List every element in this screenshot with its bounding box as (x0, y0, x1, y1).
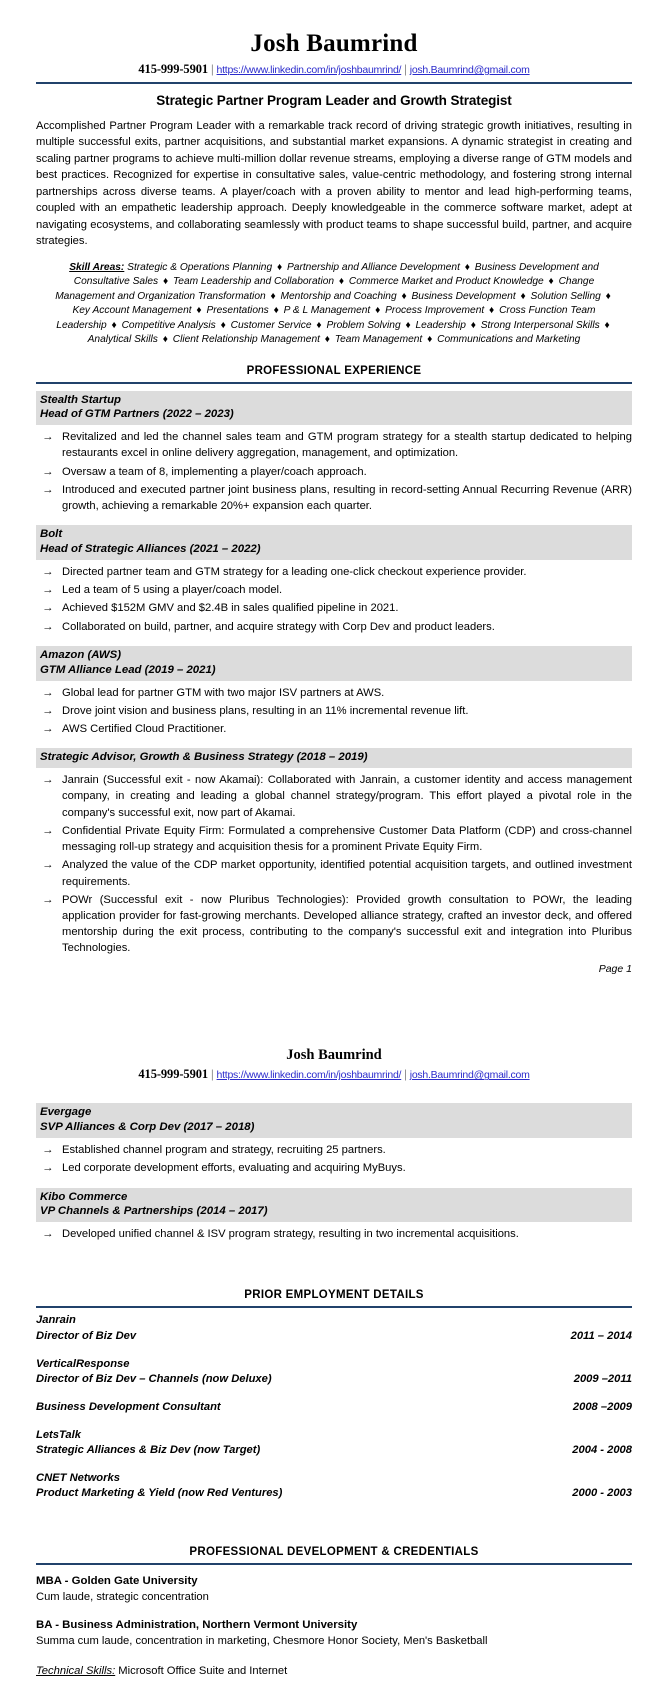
achievement-text: Revitalized and led the channel sales team and GTM program strategy for a stealth startup dedicated to helping restaurants excel in online delivery aggregation, management, and optimization. (62, 431, 632, 460)
company-name: Amazon (AWS) (40, 648, 121, 661)
prior-dates: 2009 –2011 (573, 1372, 632, 1385)
achievement-text: Global lead for partner GTM with two major ISV partners at AWS. (62, 686, 385, 699)
skill-item: Analytical Skills (87, 334, 158, 346)
contact-separator-1: | (211, 62, 214, 76)
skill-item: Problem Solving (326, 319, 401, 331)
achievement-list (36, 429, 632, 514)
company-name: Evergage (40, 1106, 92, 1119)
credential-entry (36, 1574, 632, 1606)
linkedin-link[interactable]: https://www.linkedin.com/in/joshbaumrind/ (216, 64, 402, 76)
credential-detail: Cum laude, strategic concentration (36, 1591, 209, 1604)
achievement-item (36, 823, 632, 855)
skill-separator: ♦ (217, 319, 229, 331)
achievement-item (36, 482, 632, 514)
arrow-bullet-icon: → (42, 893, 54, 906)
section-divider-experience (36, 382, 632, 384)
skill-separator: ♦ (545, 276, 557, 288)
achievement-list (36, 564, 632, 635)
prior-dates: 2011 – 2014 (570, 1329, 632, 1342)
prior-job-title: Strategic Alliances & Biz Dev (now Target) (36, 1444, 261, 1457)
skill-separator: ♦ (267, 290, 279, 302)
achievement-item (36, 600, 632, 616)
achievement-text: Introduced and executed partner joint business plans, resulting in record-setting Annual Recurring Revenue (ARR) growth, achieving a remarkable 20%+ expansion each quarter. (62, 483, 632, 513)
prior-employment-row (36, 1357, 632, 1387)
skill-separator: ♦ (601, 319, 610, 331)
skill-separator: ♦ (398, 290, 410, 302)
skill-separator: ♦ (517, 290, 529, 302)
spacer-after-header (36, 1082, 632, 1096)
prior-employment-row (36, 1471, 632, 1501)
arrow-bullet-icon: → (42, 1228, 54, 1241)
arrow-bullet-icon: → (42, 824, 54, 837)
experience-entry (36, 391, 632, 515)
experience-entry (36, 1188, 632, 1243)
credential-title: MBA - Golden Gate University (36, 1575, 198, 1588)
achievement-item (36, 1160, 632, 1176)
professional-summary: Accomplished Partner Program Leader with a remarkable track record of driving strategic growth initiatives, resulting in multiple successful exits, partner acquisitions, and substantial market expansions. A dynamic strategist in creating and scaling partner programs to achieve multi-million dollar revenue streams, employing a diverse range of GTM models and best practices. Recognized for expertise in consultative sales, value-centric methodology, and fostering strong internal partnerships across diverse teams. A player/coach with a proven ability to mentor and lead high-performing teams, coupled with an empathetic leadership approach. Deeply knowledgeable in the commerce software market, adept at navigating ecosystems, and collaborating seamlessly with product teams to shape successful build, partner, and acquire strategies. (36, 120, 632, 248)
achievement-text: Confidential Private Equity Firm: Formulated a comprehensive Customer Data Platform (CDP) and cross-channel messaging roll-up strategy and acquisition thesis for a prominent Private Equity Firm. (62, 824, 632, 854)
achievement-text: Developed unified channel & ISV program strategy, resulting in two incremental acquisitions. (62, 1228, 519, 1241)
prior-dates: 2008 –2009 (572, 1400, 632, 1413)
email-link-page-two[interactable]: josh.Baumrind@gmail.com (409, 1069, 530, 1082)
skill-areas-label: Skill Areas: (69, 261, 125, 273)
skill-item: Competitive Analysis (121, 319, 216, 331)
technical-skills-value: Microsoft Office Suite and Internet (118, 1664, 288, 1677)
skill-areas-list (55, 262, 613, 345)
section-divider-credentials (36, 1563, 632, 1565)
contact-separator-3: | (211, 1067, 214, 1082)
arrow-bullet-icon: → (42, 602, 54, 615)
job-title-and-dates: Strategic Advisor, Growth & Business Strategy (2018 – 2019) (40, 751, 368, 764)
achievement-list (36, 1226, 632, 1242)
credential-title: BA - Business Administration, Northern Vermont University (36, 1619, 358, 1632)
achievement-item (36, 1142, 632, 1158)
page-break-gap (0, 975, 668, 1029)
skill-item: Cross Function Team Leadership (56, 305, 596, 331)
prior-job-title: Director of Biz Dev – Channels (now Deluxe) (36, 1372, 272, 1385)
achievement-item (36, 892, 632, 957)
skill-separator: ♦ (108, 319, 120, 331)
prior-role-line (36, 1486, 632, 1501)
contact-line-page-two (36, 1067, 632, 1082)
skill-item: Strong Interpersonal Skills (480, 319, 600, 331)
achievement-list (36, 685, 632, 738)
skill-separator: ♦ (467, 319, 479, 331)
skill-item: Leadership (415, 319, 466, 331)
arrow-bullet-icon: → (42, 566, 54, 579)
prior-job-title: Product Marketing & Yield (now Red Ventures) (36, 1487, 283, 1500)
experience-entry-header (36, 748, 632, 768)
experience-entry-header (36, 1103, 632, 1138)
prior-job-title: Director of Biz Dev (36, 1329, 137, 1342)
achievement-item (36, 564, 632, 580)
prior-employment-list (36, 1313, 632, 1501)
prior-role-line (36, 1372, 632, 1387)
bottom-spacer (36, 1679, 632, 1707)
skill-item: Communications and Marketing (437, 334, 581, 346)
company-name: Kibo Commerce (40, 1190, 128, 1203)
skill-separator: ♦ (424, 334, 436, 346)
experience-entry (36, 525, 632, 635)
achievement-text: Led a team of 5 using a player/coach model. (62, 584, 283, 597)
job-title-and-dates: Head of Strategic Alliances (2021 – 2022) (40, 543, 261, 556)
technical-skills (36, 1664, 632, 1680)
arrow-bullet-icon: → (42, 584, 54, 597)
spacer-before-credentials (36, 1501, 632, 1529)
prior-dates: 2000 - 2003 (572, 1487, 632, 1500)
skill-separator: ♦ (372, 305, 384, 317)
contact-line (36, 62, 632, 77)
skill-separator: ♦ (486, 305, 498, 317)
skill-separator: ♦ (159, 334, 171, 346)
achievement-item (36, 857, 632, 889)
experience-entry-header (36, 525, 632, 560)
experience-entry (36, 748, 632, 956)
job-title-and-dates: SVP Alliances & Corp Dev (2017 – 2018) (40, 1121, 255, 1134)
section-title-experience: PROFESSIONAL EXPERIENCE (246, 364, 422, 377)
achievement-text: Oversaw a team of 8, implementing a player/coach approach. (62, 465, 367, 478)
achievement-text: Established channel program and strategy, recruiting 25 partners. (62, 1144, 386, 1157)
contact-separator-2: | (404, 62, 407, 76)
email-link[interactable]: josh.Baumrind@gmail.com (409, 64, 530, 76)
skill-separator: ♦ (160, 276, 171, 288)
achievement-item (36, 703, 632, 719)
arrow-bullet-icon: → (42, 704, 54, 717)
skill-item: Key Account Management (72, 305, 192, 317)
page-number-label: Page 1 (598, 962, 632, 975)
achievement-item (36, 582, 632, 598)
experience-entry-header (36, 391, 632, 426)
technical-skills-label: Technical Skills: (36, 1664, 116, 1677)
skill-item: Solution Selling (530, 290, 601, 302)
phone-number-page-two: 415-999-5901 (138, 1067, 209, 1082)
skill-separator: ♦ (602, 290, 611, 302)
arrow-bullet-icon: → (42, 483, 54, 496)
candidate-name-page-two: Josh Baumrind (286, 1046, 382, 1063)
achievement-text: POWr (Successful exit - now Pluribus Technologies): Provided growth consultation to POWr, the leading application provider for fast-growing merchants. Developed alliance strategy, crafted an investor deck, and offered mentorship during the exit process, contributing to the company's successful exit and integration into Pluribus Technologies. (62, 893, 632, 955)
skill-item: Business Development (411, 290, 516, 302)
prior-company-name: Janrain (36, 1314, 76, 1327)
arrow-bullet-icon: → (42, 620, 54, 633)
skill-item: Process Improvement (385, 305, 485, 317)
section-title-prior-employment: PRIOR EMPLOYMENT DETAILS (244, 1289, 424, 1302)
arrow-bullet-icon: → (42, 774, 54, 787)
skill-separator: ♦ (270, 305, 282, 317)
prior-employment-row (36, 1400, 632, 1415)
skill-separator: ♦ (402, 319, 414, 331)
experience-entry-header (36, 646, 632, 681)
achievement-text: Analyzed the value of the CDP market opportunity, identified potential acquisition targets, and outlined investment requirements. (62, 859, 632, 888)
achievement-text: Led corporate development efforts, evaluating and acquiring MyBuys. (62, 1162, 406, 1175)
achievement-item (36, 619, 632, 635)
arrow-bullet-icon: → (42, 686, 54, 699)
credential-entry (36, 1618, 632, 1650)
prior-company-name: VerticalResponse (36, 1357, 130, 1370)
experience-entry-header (36, 1188, 632, 1223)
contact-separator-4: | (404, 1067, 407, 1082)
skill-separator: ♦ (336, 276, 347, 288)
spacer-before-prior (36, 1244, 632, 1272)
job-title-and-dates: GTM Alliance Lead (2019 – 2021) (40, 663, 216, 676)
linkedin-link-page-two[interactable]: https://www.linkedin.com/in/joshbaumrind/ (216, 1069, 402, 1082)
candidate-name: Josh Baumrind (250, 30, 418, 57)
skill-item: Business Development and Consultative Sales (73, 261, 599, 288)
prior-employment-row (36, 1428, 632, 1458)
credentials-list (36, 1574, 632, 1649)
prior-employment-row (36, 1313, 632, 1343)
prior-role-line (36, 1400, 632, 1415)
job-title-and-dates: VP Channels & Partnerships (2014 – 2017) (40, 1205, 268, 1218)
prior-role-line (36, 1443, 632, 1458)
achievement-item (36, 429, 632, 461)
professional-headline: Strategic Partner Program Leader and Growth Strategist (156, 93, 512, 108)
skill-item: Customer Service (230, 319, 312, 331)
prior-job-title: Business Development Consultant (36, 1400, 221, 1413)
skill-item: Mentorship and Coaching (280, 290, 397, 302)
achievement-text: Collaborated on build, partner, and acquire strategy with Corp Dev and product leaders. (62, 620, 495, 633)
arrow-bullet-icon: → (42, 1144, 54, 1157)
achievement-list (36, 772, 632, 957)
company-name: Stealth Startup (40, 393, 122, 406)
arrow-bullet-icon: → (42, 465, 54, 478)
arrow-bullet-icon: → (42, 431, 54, 444)
experience-list-page-two (36, 1103, 632, 1242)
skill-item: Team Management (334, 334, 423, 346)
experience-list-page-one (36, 391, 632, 957)
prior-company-name: LetsTalk (36, 1428, 81, 1441)
arrow-bullet-icon: → (42, 723, 54, 736)
achievement-item (36, 1226, 632, 1242)
achievement-item (36, 721, 632, 737)
phone-number: 415-999-5901 (138, 62, 209, 76)
skill-areas (50, 261, 618, 348)
credential-detail: Summa cum laude, concentration in marketing, Chesmore Honor Society, Men's Basketball (36, 1635, 488, 1647)
skill-item: Team Leadership and Collaboration (173, 276, 335, 288)
skill-separator: ♦ (321, 334, 333, 346)
skill-separator: ♦ (274, 261, 285, 273)
company-name: Bolt (40, 528, 63, 541)
experience-entry (36, 646, 632, 737)
skill-item: Partnership and Alliance Development (287, 261, 460, 273)
skill-separator: ♦ (313, 319, 325, 331)
prior-dates: 2004 - 2008 (572, 1444, 632, 1457)
achievement-text: Directed partner team and GTM strategy for a leading one-click checkout experience provider. (62, 566, 527, 579)
section-divider-prior-employment (36, 1306, 632, 1308)
achievement-text: Achieved $152M GMV and $2.4B in sales qualified pipeline in 2021. (62, 602, 399, 615)
achievement-text: AWS Certified Cloud Practitioner. (62, 723, 227, 736)
achievement-item (36, 772, 632, 821)
skill-separator: ♦ (193, 305, 205, 317)
achievement-item (36, 685, 632, 701)
skill-item: Strategic & Operations Planning (127, 261, 273, 273)
skill-item: Presentations (206, 305, 269, 317)
skill-item: Change Management and Organization Transformation (55, 276, 595, 302)
achievement-text: Drove joint vision and business plans, resulting in an 11% incremental revenue lift. (62, 704, 469, 717)
experience-entry (36, 1103, 632, 1176)
skill-item: Client Relationship Management (172, 334, 320, 346)
skill-item: Commerce Market and Product Knowledge (348, 276, 544, 288)
achievement-item (36, 464, 632, 480)
header-divider (36, 82, 632, 84)
skill-item: P & L Management (283, 305, 371, 317)
skill-separator: ♦ (461, 261, 473, 273)
section-title-credentials: PROFESSIONAL DEVELOPMENT & CREDENTIALS (189, 1546, 479, 1559)
arrow-bullet-icon: → (42, 1162, 54, 1175)
achievement-list (36, 1142, 632, 1176)
achievement-text: Janrain (Successful exit - now Akamai): Collaborated with Janrain, a customer identity and access management company, in creating and leading a global channel strategy/program. This effort played a pivotal role in the company's successful exit, now part of Akamai. (62, 774, 632, 819)
job-title-and-dates: Head of GTM Partners (2022 – 2023) (40, 408, 234, 421)
resume-page-two (0, 1029, 668, 1707)
prior-company-name: CNET Networks (36, 1472, 120, 1485)
prior-role-line (36, 1329, 632, 1344)
arrow-bullet-icon: → (42, 859, 54, 872)
